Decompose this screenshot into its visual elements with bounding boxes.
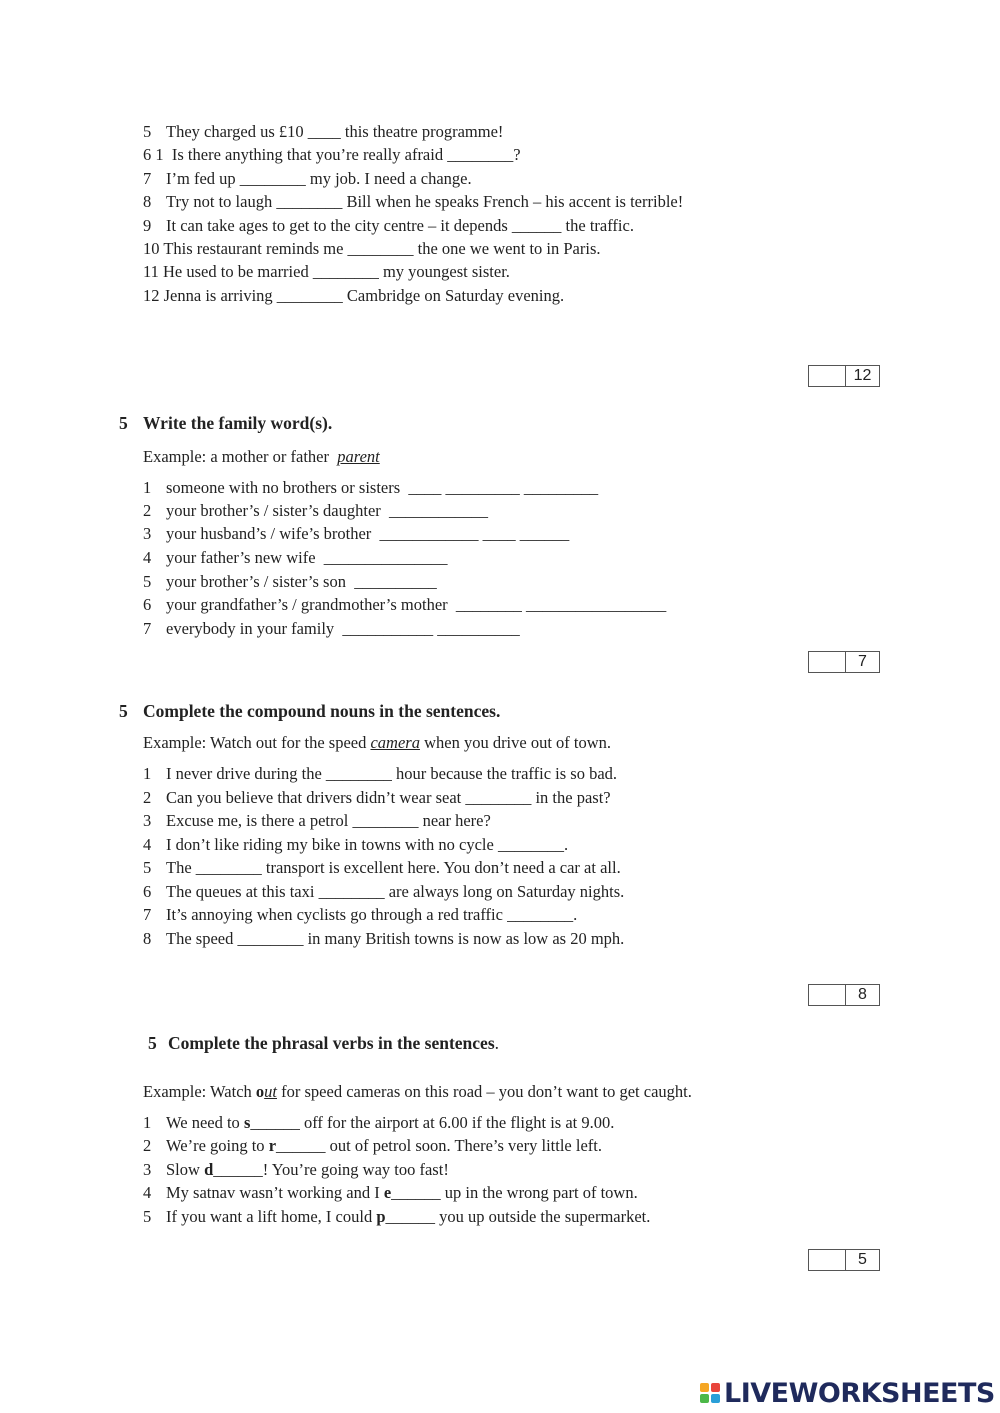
score-box-d[interactable]: [808, 1249, 880, 1271]
sb-item-7: 7 everybody in your family ___________ __________: [143, 619, 520, 638]
section-c-example: Example: Watch out for the speed camera when you drive out of town.: [143, 733, 612, 752]
sd-item-2: 2 We’re going to r______ out of petrol soon. There’s very little left.: [143, 1136, 602, 1155]
score-box-c[interactable]: [808, 984, 880, 1006]
sa-item-9: 9 It can take ages to get to the city centre – it depends ______ the traffic.: [143, 216, 634, 235]
score-input[interactable]: [809, 652, 846, 672]
sd-item-5: 5 If you want a lift home, I could p______ you up outside the supermarket.: [143, 1207, 651, 1226]
logo-square: [711, 1394, 720, 1403]
sa-item-8: 8 Try not to laugh ________ Bill when he speaks French – his accent is terrible!: [143, 192, 684, 211]
logo-square: [711, 1383, 720, 1392]
score-total: 5: [858, 1251, 867, 1268]
sc-item-6: 6 The queues at this taxi ________ are always long on Saturday nights.: [143, 882, 625, 901]
logo-square: [700, 1383, 709, 1392]
sb-item-3: 3 your husband’s / wife’s brother ____________ ____ ______: [143, 524, 570, 543]
sa-item-5: 5 They charged us £10 ____ this theatre programme!: [143, 122, 504, 141]
score-total: 8: [858, 986, 867, 1003]
sc-item-5: 5 The ________ transport is excellent here. You don’t need a car at all.: [143, 858, 621, 877]
sb-item-1: 1 someone with no brothers or sisters ____ _________ _________: [143, 478, 599, 497]
sc-item-2: 2 Can you believe that drivers didn’t wear seat ________ in the past?: [143, 788, 611, 807]
section-d-heading: 5 Complete the phrasal verbs in the sentences.: [148, 1033, 500, 1053]
section-b-heading: 5 Write the family word(s).: [119, 413, 333, 433]
score-total: 7: [858, 653, 867, 670]
sa-item-11: 11 He used to be married ________ my youngest sister.: [143, 262, 510, 281]
score-box-b[interactable]: [808, 651, 880, 673]
score-input[interactable]: [809, 1250, 846, 1270]
section-c-heading: 5 Complete the compound nouns in the sentences.: [119, 701, 501, 721]
logo-squares-icon: [700, 1383, 720, 1403]
sa-item-6: 6 1 Is there anything that you’re really afraid ________?: [143, 145, 521, 164]
section-b-example: Example: a mother or father parent: [143, 447, 380, 466]
sc-item-1: 1 I never drive during the ________ hour because the traffic is so bad.: [143, 764, 618, 783]
sc-item-7: 7 It’s annoying when cyclists go through a red traffic ________.: [143, 905, 578, 924]
score-input[interactable]: [809, 366, 846, 386]
sb-item-4: 4 your father’s new wife _______________: [143, 548, 448, 567]
sd-item-3: 3 Slow d______! You’re going way too fast!: [143, 1160, 449, 1179]
sc-item-4: 4 I don’t like riding my bike in towns with no cycle ________.: [143, 835, 569, 854]
sd-item-1: 1 We need to s______ off for the airport at 6.00 if the flight is at 9.00.: [143, 1113, 615, 1132]
liveworksheets-logo[interactable]: [700, 1378, 995, 1408]
sa-item-12: 12 Jenna is arriving ________ Cambridge on Saturday evening.: [143, 286, 565, 305]
sa-item-7: 7 I’m fed up ________ my job. I need a change.: [143, 169, 472, 188]
sb-item-6: 6 your grandfather’s / grandmother’s mother ________ _________________: [143, 595, 667, 614]
sa-item-10: 10 This restaurant reminds me ________ the one we went to in Paris.: [143, 239, 601, 258]
section-d-example: Example: Watch out for speed cameras on this road – you don’t want to get caught.: [143, 1082, 692, 1101]
sb-item-2: 2 your brother’s / sister’s daughter ____________: [143, 501, 489, 520]
score-box-a[interactable]: [808, 365, 880, 387]
score-total: 12: [853, 367, 872, 384]
sb-item-5: 5 your brother’s / sister’s son __________: [143, 572, 437, 591]
score-input[interactable]: [809, 985, 846, 1005]
sc-item-8: 8 The speed ________ in many British towns is now as low as 20 mph.: [143, 929, 625, 948]
sc-item-3: 3 Excuse me, is there a petrol ________ near here?: [143, 811, 491, 830]
logo-text: LIVEWORKSHEETS: [724, 1377, 995, 1409]
logo-square: [700, 1394, 709, 1403]
sd-item-4: 4 My satnav wasn’t working and I e______ up in the wrong part of town.: [143, 1183, 638, 1202]
